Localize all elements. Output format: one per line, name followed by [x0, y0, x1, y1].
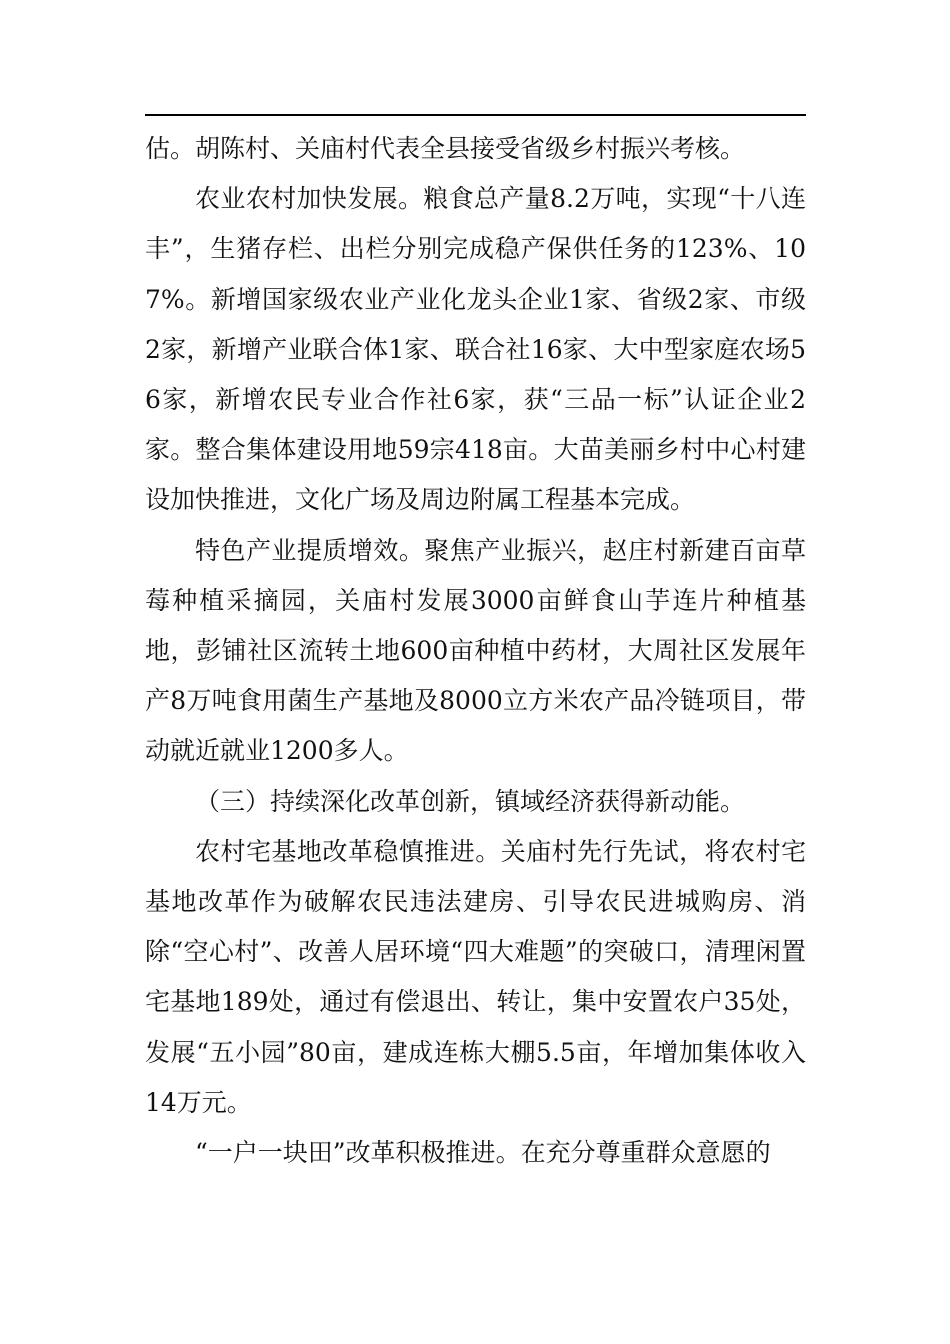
- paragraph-continuation: 估。胡陈村、关庙村代表全县接受省级乡村振兴考核。: [145, 134, 746, 163]
- paragraph-agriculture-development: 农业农村加快发展。粮食总产量8.2万吨，实现“十八连丰”，生猪存栏、出栏分别完成稳产保供任务的123%、107%。新增国家级农业产业化龙头企业1家、省级2家、市级2家，新增产业联合体1家、联合社16家、大中型家庭农场56家，新增农民专业合作社6家，获“三品一标”认证企业2家。整合集体建设用地59宗418亩。大苗美丽乡村中心村建设加快推进，文化广场及周边附属工程基本完成。: [145, 184, 806, 515]
- paragraph-featured-industry: 特色产业提质增效。聚焦产业振兴，赵庄村新建百亩草莓种植采摘园，关庙村发展3000亩鲜食山芋连片种植基地，彭铺社区流转土地600亩种植中药材，大周社区发展年产8万吨食用菌生产基地及8000立方米农产品冷链项目，带动就近就业1200多人。: [145, 535, 806, 766]
- paragraph-one-household-one-field: “一户一块田”改革积极推进。在充分尊重群众意愿的: [195, 1138, 771, 1168]
- paragraph-homestead-reform: 农村宅基地改革稳慎推进。关庙村先行先试，将农村宅基地改革作为破解农民违法建房、引导农民进城购房、消除“空心村”、改善人居环境“四大难题”的突破口，清理闲置宅基地189处，通过有偿退出、转让，集中安置农户35处，发展“五小园”80亩，建成连栋大棚5.5亩，年增加集体收入14万元。: [145, 836, 806, 1117]
- section-heading-reform: （三）持续深化改革创新，镇域经济获得新动能。: [195, 786, 746, 816]
- header-rule: [145, 114, 806, 116]
- document-body: [145, 124, 806, 1178]
